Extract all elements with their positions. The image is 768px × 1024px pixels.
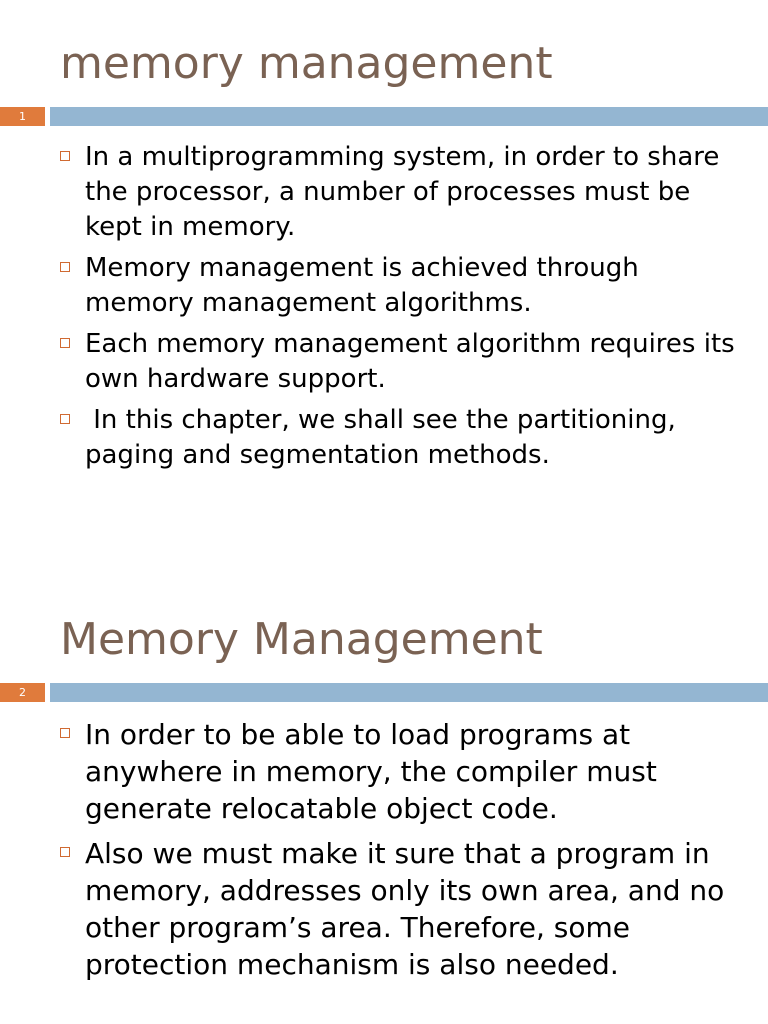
- slide-number-badge: 1: [0, 107, 45, 126]
- bullet-item: [60, 327, 740, 397]
- bullet-item: [60, 835, 740, 983]
- slide-2: [0, 576, 768, 1024]
- bullet-text: Each memory management algorithm requires its own hardware support.: [85, 329, 735, 394]
- bullet-item: [60, 251, 740, 321]
- bullet-text: In this chapter, we shall see the partitioning, paging and segmentation methods.: [85, 405, 685, 470]
- bullet-list: [60, 140, 740, 479]
- slide-title: memory management: [60, 38, 553, 89]
- bullet-text: Also we must make it sure that a program in memory, addresses only its own area, and no other program’s area. Therefore, some protection mechanism is also needed.: [85, 837, 725, 981]
- square-bullet-icon: [60, 338, 70, 348]
- bullet-item: [60, 403, 740, 473]
- square-bullet-icon: [60, 847, 70, 857]
- square-bullet-icon: [60, 151, 70, 161]
- square-bullet-icon: [60, 414, 70, 424]
- bullet-text: Memory management is achieved through memory management algorithms.: [85, 253, 639, 318]
- bullet-text: In order to be able to load programs at anywhere in memory, the compiler must generate relocatable object code.: [85, 718, 657, 825]
- bullet-item: [60, 716, 740, 827]
- title-divider-bar: [0, 683, 768, 702]
- bullet-list: [60, 716, 740, 991]
- bullet-text: In a multiprogramming system, in order to share the processor, a number of processes must be kept in memory.: [85, 142, 720, 242]
- divider-rule: [50, 107, 768, 126]
- title-divider-bar: [0, 107, 768, 126]
- square-bullet-icon: [60, 728, 70, 738]
- square-bullet-icon: [60, 262, 70, 272]
- slide-number-badge: 2: [0, 683, 45, 702]
- bullet-item: [60, 140, 740, 245]
- divider-rule: [50, 683, 768, 702]
- slide-title: Memory Management: [60, 614, 543, 665]
